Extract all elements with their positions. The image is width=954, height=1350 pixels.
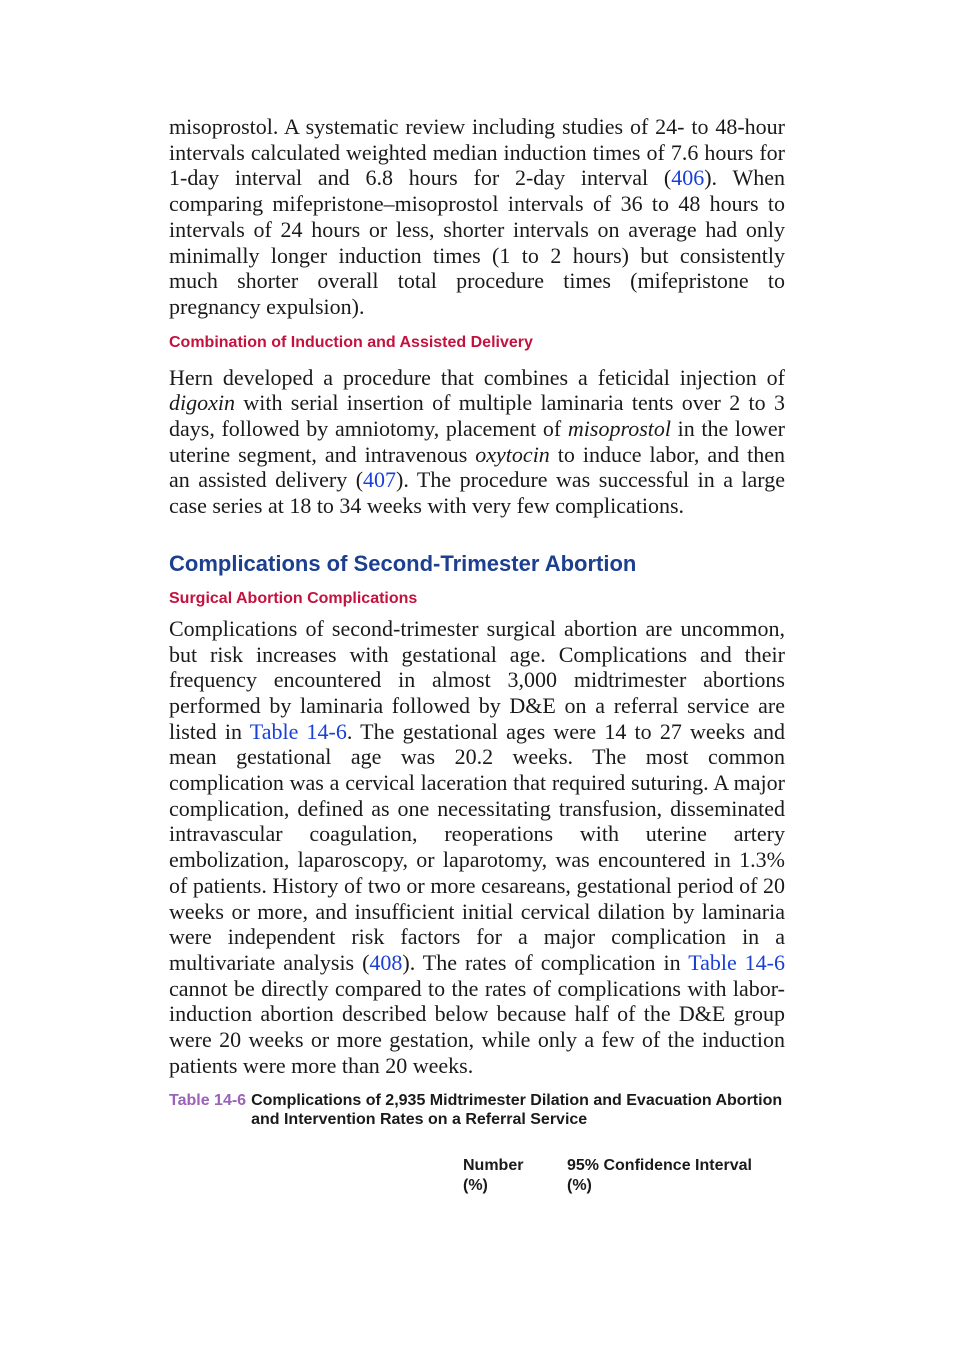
paragraph-surgical-complications: Complications of second-trimester surgical abortion are uncommon, but risk increases with gestational age. Complications and their frequency encountered in almost 3,000 midtrimester abortions performed by laminaria followed by D&E on a referral service are listed in Table 14-6. The gestational ages were 14 to 27 weeks and mean gestational age was 20.2 weeks. The most common complication was a cervical laceration that required suturing. A major complication, defined as one necessitating transfusion, disseminated intravascular coagulation, reoperations with uterine artery embolization, laparoscopy, or laparotomy, was encountered in 1.3% of patients. History of two or more cesareans, gestational period of 20 weeks or more, and insufficient initial cervical dilation by laminaria were independent risk factors for a major complication in a multivariate analysis (408). The rates of complication in Table 14-6 cannot be directly compared to the rates of complications with labor-induction abortion described below because half of the D&E group were 20 weeks or more gestation, while only a few of the induction patients were more than 20 weeks. [169, 615, 786, 1078]
reference-link[interactable]: 407 [363, 467, 397, 493]
table-caption [169, 1091, 785, 1129]
subheading-combination-induction: Combination of Induction and Assisted Delivery [169, 333, 533, 351]
reference-link[interactable]: 408 [369, 949, 403, 975]
drug-name: misoprostol [567, 416, 671, 442]
drug-name: oxytocin [475, 441, 550, 467]
column-header-confidence-interval: 95% Confidence Interval (%) [567, 1157, 752, 1194]
paragraph-hern-procedure: Hern developed a procedure that combines a feticidal injection of digoxin with serial insertion of multiple laminaria tents over 2 to 3 days, followed by amniotomy, placement of misoprostol in the lower uterine segment, and intravenous oxytocin to induce labor, and then an assisted delivery (407). The procedure was successful in a large case series at 18 to 34 weeks with very few complications. [169, 364, 786, 519]
table-label: Table 14-6 [169, 1091, 247, 1109]
table-reference-link[interactable]: Table 14-6 [249, 718, 347, 744]
table-reference-link[interactable]: Table 14-6 [688, 949, 786, 975]
document-page [169, 114, 785, 1129]
drug-name: digoxin [169, 390, 235, 416]
section-title: Complications of Second-Trimester Abortion [169, 550, 637, 576]
column-header-number: Number (%) [463, 1157, 524, 1194]
table-title: Complications of 2,935 Midtrimester Dilation and Evacuation Abortion and Intervention Rates on a Referral Service [251, 1091, 783, 1128]
reference-link[interactable]: 406 [671, 165, 705, 191]
subheading-surgical-complications: Surgical Abortion Complications [169, 589, 418, 607]
paragraph-mifepristone-intervals: misoprostol. A systematic review including studies of 24- to 48-hour intervals calculated weighted median induction times of 7.6 hours for 1-day interval and 6.8 hours for 2-day interval (406). When comparing mifepristone–misoprostol intervals of 36 to 48 hours to intervals of 24 hours or less, shorter intervals on average had only minimally longer induction times (1 to 2 hours) but consistently much shorter overall total procedure times (mifepristone to pregnancy expulsion). [169, 114, 785, 319]
